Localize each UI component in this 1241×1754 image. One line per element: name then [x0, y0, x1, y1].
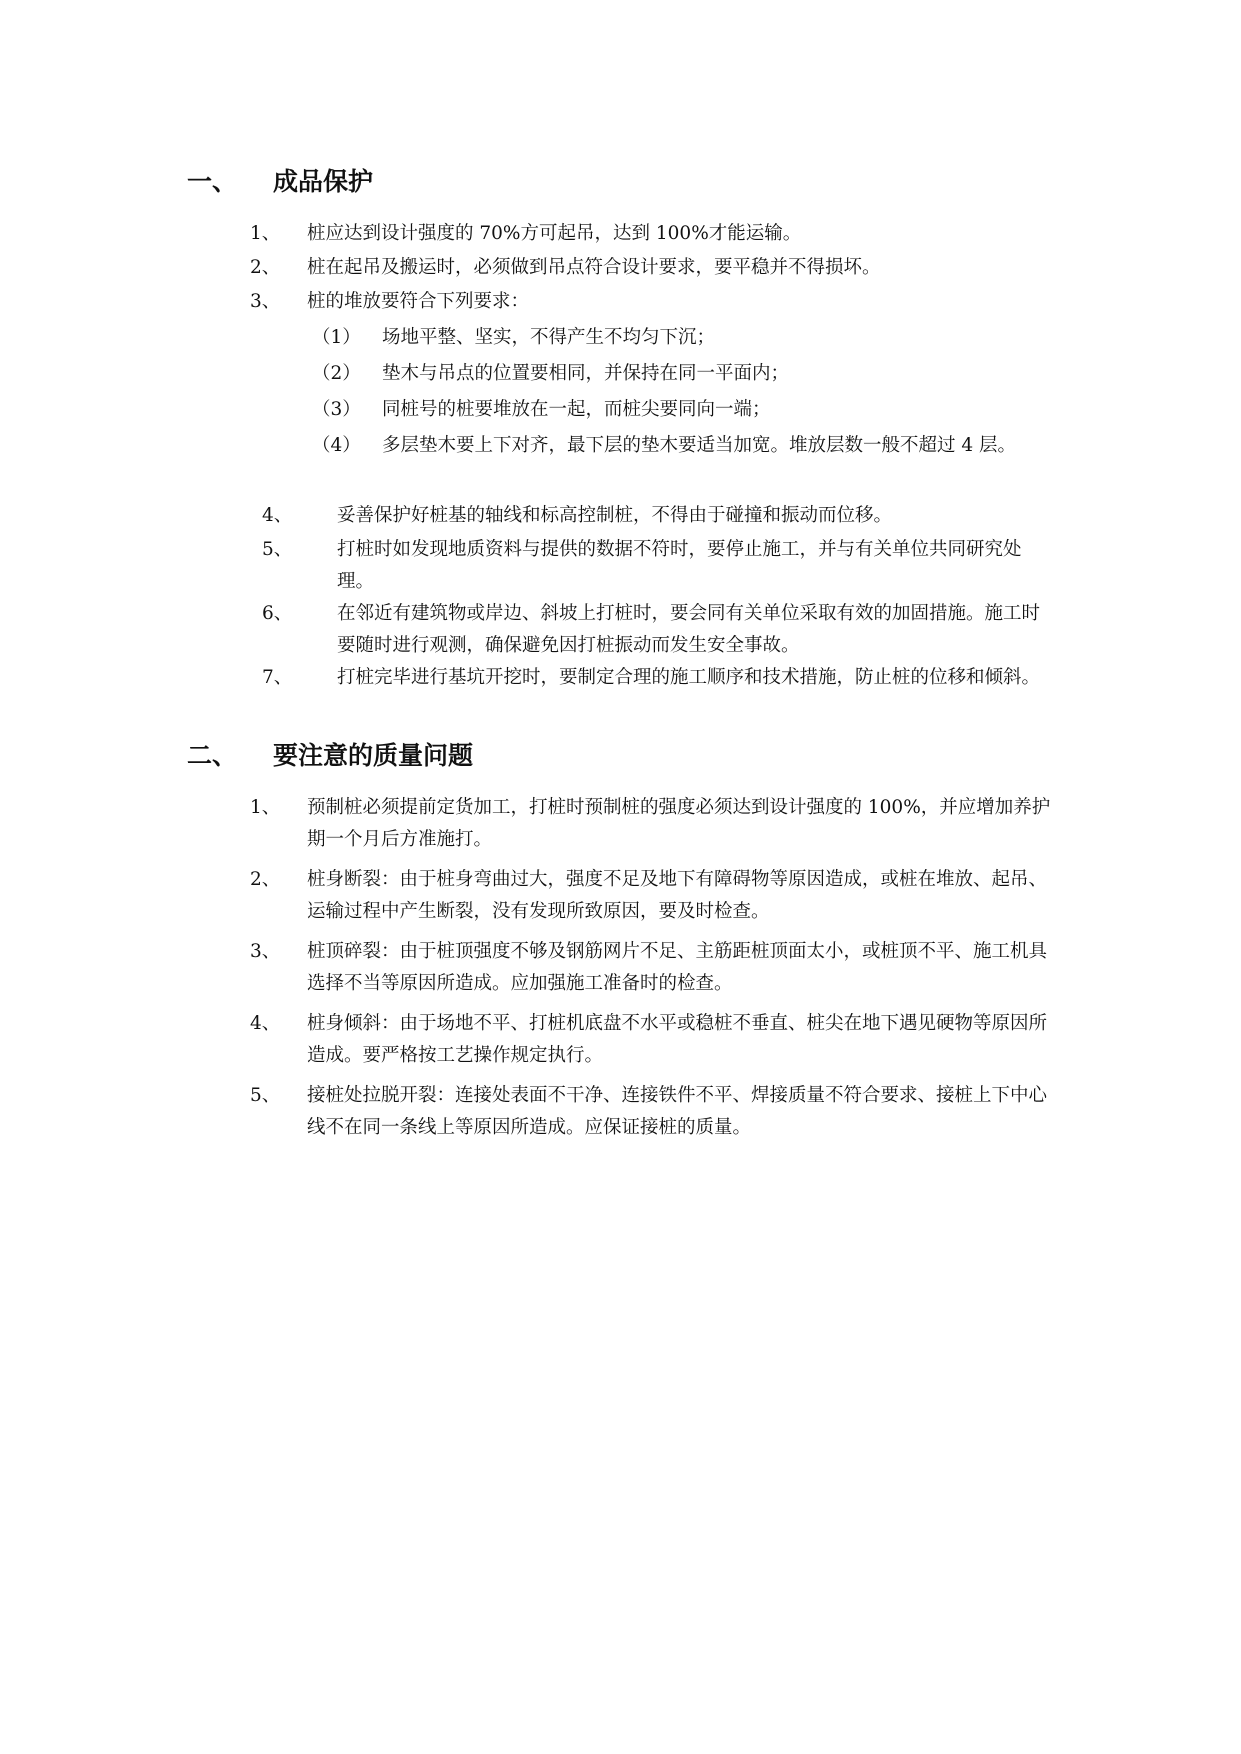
list-item-text: 接桩处拉脱开裂：连接处表面不干净、连接铁件不平、焊接质量不符合要求、接桩上下中心线不在同一条线上等原因所造成。应保证接桩的质量。 — [307, 1085, 1048, 1138]
sub-list-item — [0, 322, 1241, 354]
sub-list-item-number: （2） — [312, 363, 361, 384]
list-item — [0, 218, 1241, 250]
sub-list-item-number: （1） — [312, 327, 361, 348]
list-item-text: 桩身断裂：由于桩身弯曲过大，强度不足及地下有障碍物等原因造成，或桩在堆放、起吊、运输过程中产生断裂，没有发现所致原因，要及时检查。 — [307, 869, 1048, 922]
list-item-text: 妥善保护好桩基的轴线和标高控制桩，不得由于碰撞和振动而位移。 — [337, 505, 893, 526]
section-title: 要注意的质量问题 — [273, 741, 474, 770]
sub-list-item-number: （4） — [312, 435, 361, 456]
section-number: 一、 — [187, 167, 238, 196]
sub-list-item-text: 场地平整、坚实，不得产生不均匀下沉； — [382, 327, 716, 348]
list-item-text: 在邻近有建筑物或岸边、斜坡上打桩时，要会同有关单位采取有效的加固措施。施工时要随时进行观测，确保避免因打桩振动而发生安全事故。 — [337, 603, 1041, 656]
sub-list-item — [0, 358, 1241, 390]
list-item-number: 2、 — [250, 257, 281, 278]
list-item — [0, 534, 1241, 598]
section-heading — [187, 740, 687, 772]
list-item-number: 3、 — [250, 941, 281, 962]
list-item — [0, 286, 1241, 318]
list-item-text: 桩的堆放要符合下列要求： — [307, 291, 530, 312]
list-item — [0, 936, 1241, 1000]
list-item-number: 7、 — [262, 667, 293, 688]
list-item-number: 1、 — [250, 797, 281, 818]
sub-list-item — [0, 430, 1241, 494]
list-item — [0, 792, 1241, 856]
list-item-number: 5、 — [262, 539, 293, 560]
list-item-text: 桩顶碎裂：由于桩顶强度不够及钢筋网片不足、主筋距桩顶面太小，或桩顶不平、施工机具选择不当等原因所造成。应加强施工准备时的检查。 — [307, 941, 1048, 994]
list-item — [0, 864, 1241, 928]
section-number: 二、 — [187, 741, 238, 770]
list-item-number: 1、 — [250, 223, 281, 244]
list-item — [0, 500, 1241, 532]
list-item — [0, 1080, 1241, 1144]
list-item-number: 3、 — [250, 291, 281, 312]
sub-list-item-text: 垫木与吊点的位置要相同，并保持在同一平面内； — [382, 363, 790, 384]
sub-list-item-number: （3） — [312, 399, 361, 420]
list-item-number: 6、 — [262, 603, 293, 624]
list-item-number: 5、 — [250, 1085, 281, 1106]
sub-list-item-text: 多层垫木要上下对齐，最下层的垫木要适当加宽。堆放层数一般不超过 4 层。 — [382, 435, 1017, 456]
list-item-text: 打桩时如发现地质资料与提供的数据不符时，要停止施工，并与有关单位共同研究处理。 — [337, 539, 1022, 592]
list-item-text: 预制桩必须提前定货加工，打桩时预制桩的强度必须达到设计强度的 100%，并应增加养护期一个月后方准施打。 — [307, 797, 1051, 850]
list-item-text: 桩应达到设计强度的 70%方可起吊，达到 100%才能运输。 — [307, 223, 802, 244]
list-item-number: 4、 — [262, 505, 293, 526]
list-item-text: 打桩完毕进行基坑开挖时，要制定合理的施工顺序和技术措施，防止桩的位移和倾斜。 — [337, 667, 1041, 688]
list-item-text: 桩在起吊及搬运时，必须做到吊点符合设计要求，要平稳并不得损坏。 — [307, 257, 881, 278]
list-item-text: 桩身倾斜：由于场地不平、打桩机底盘不水平或稳桩不垂直、桩尖在地下遇见硬物等原因所造成。要严格按工艺操作规定执行。 — [307, 1013, 1048, 1066]
list-item-number: 4、 — [250, 1013, 281, 1034]
list-item-number: 2、 — [250, 869, 281, 890]
section-title: 成品保护 — [273, 167, 374, 196]
list-item — [0, 1008, 1241, 1072]
sub-list-item-text: 同桩号的桩要堆放在一起，而桩尖要同向一端； — [382, 399, 771, 420]
section-heading — [187, 166, 587, 198]
list-item — [0, 252, 1241, 284]
list-item — [0, 598, 1241, 662]
sub-list-item — [0, 394, 1241, 426]
list-item — [0, 662, 1241, 726]
